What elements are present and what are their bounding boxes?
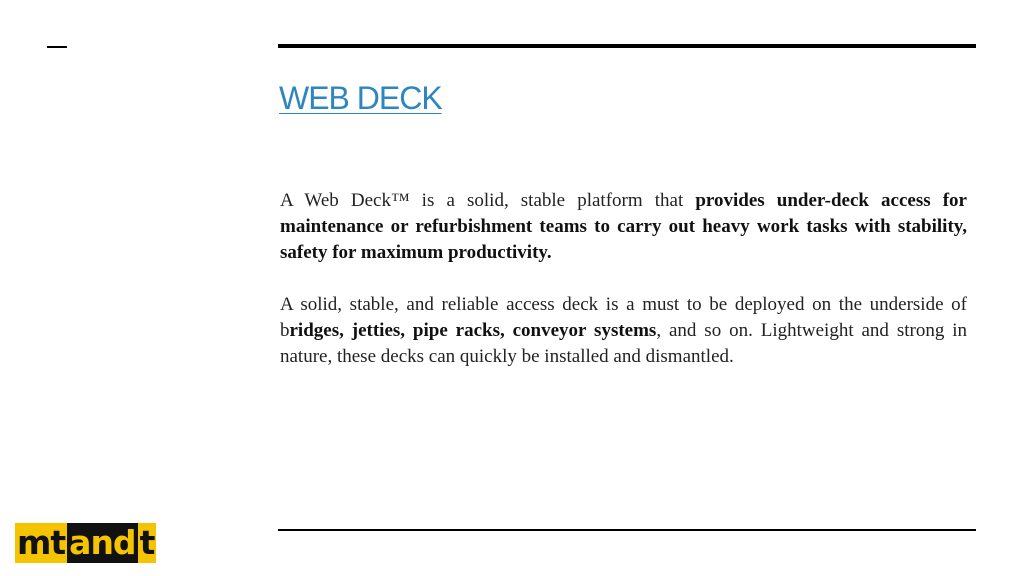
- slide-title: WEB DECK: [279, 80, 442, 116]
- slide-body: [280, 188, 967, 396]
- paragraph-2-text-2: , and so on. Lightweight and strong in nature, these decks can quickly be installed and dismantled.: [280, 320, 968, 367]
- logo-part-t: t: [139, 523, 155, 562]
- paragraph-1: [280, 188, 967, 266]
- mtandt-logo: [15, 523, 156, 563]
- paragraph-2-text-1: A solid, stable, and reliable access deck is a must to be deployed on the underside of b: [280, 294, 967, 341]
- logo-part-and: and: [69, 523, 136, 562]
- paragraph-1-bold-1: provides under-deck access for maintenance or refurbishment teams to carry out heavy work tasks with stability, safety for maximum productivity.: [280, 190, 967, 263]
- paragraph-1-text-1: A Web Deck™ is a solid, stable platform that: [280, 190, 696, 211]
- paragraph-2-bold-1: ridges, jetties, pipe racks, conveyor systems: [289, 320, 657, 341]
- paragraph-2: [280, 292, 967, 370]
- corner-dash: [47, 46, 67, 48]
- logo-part-mt: mt: [17, 523, 66, 562]
- bottom-divider: [278, 529, 976, 531]
- top-divider: [278, 44, 976, 48]
